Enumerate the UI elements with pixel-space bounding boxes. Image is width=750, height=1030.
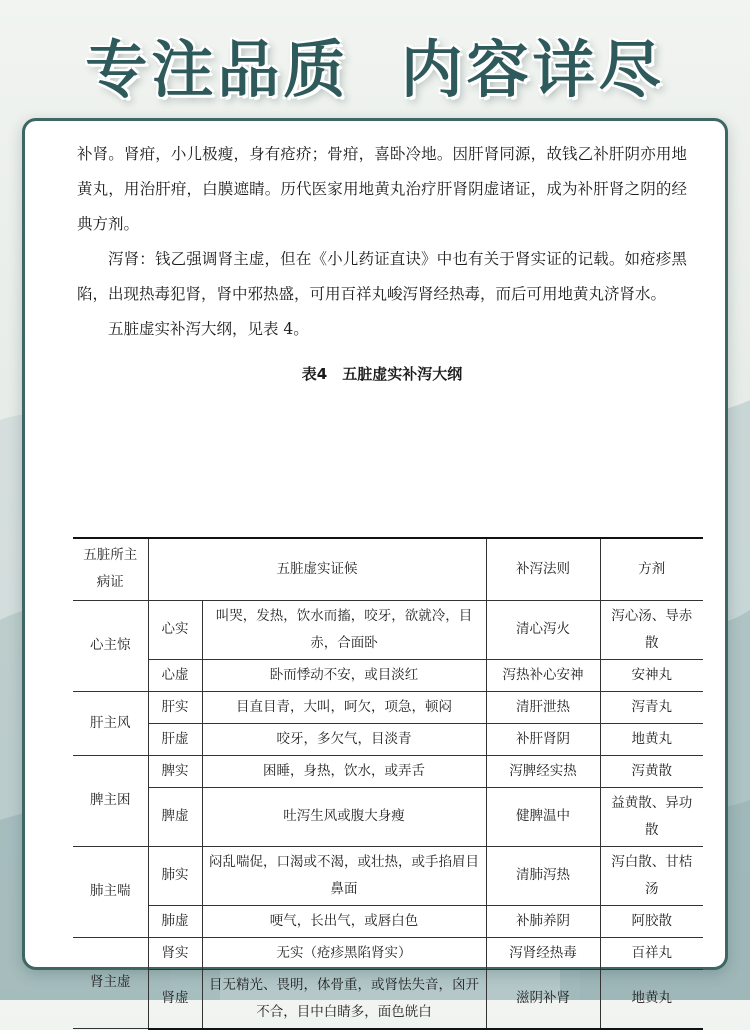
method-cell: 滋阴补肾 bbox=[486, 969, 600, 1029]
method-cell: 补肝肾阴 bbox=[486, 723, 600, 755]
header-syndrome: 五脏虚实证候 bbox=[148, 538, 486, 600]
symptom-cell: 目直目青，大叫，呵欠，项急，顿闷 bbox=[202, 691, 486, 723]
table-row bbox=[73, 691, 703, 723]
formula-cell: 地黄丸 bbox=[600, 723, 703, 755]
paragraph-kidney-tonify: 补肾。肾疳，小儿极瘦，身有疮疥；骨疳，喜卧冷地。因肝肾同源，故钱乙补肝阴亦用地黄丸，用治肝疳，白膜遮睛。历代医家用地黄丸治疗肝肾阴虚诸证，成为补肝肾之阴的经典方剂。 bbox=[77, 145, 687, 233]
method-cell: 清肺泻热 bbox=[486, 846, 600, 905]
organ-cell: 肾主虚 bbox=[73, 937, 148, 1029]
table-caption: 表4 五脏虚实补泻大纲 bbox=[301, 365, 463, 383]
symptom-cell: 卧而悸动不安，或目淡红 bbox=[202, 659, 486, 691]
method-cell: 泻肾经热毒 bbox=[486, 937, 600, 969]
symptom-cell: 闷乱喘促，口渴或不渴，或壮热，或手掐眉目鼻面 bbox=[202, 846, 486, 905]
table-row bbox=[73, 905, 703, 937]
method-cell: 补肺养阴 bbox=[486, 905, 600, 937]
header-organ: 五脏所主病证 bbox=[73, 538, 148, 600]
method-cell: 清肝泄热 bbox=[486, 691, 600, 723]
table-row bbox=[73, 659, 703, 691]
symptom-cell: 哽气，长出气，或唇白色 bbox=[202, 905, 486, 937]
symptom-cell: 吐泻生风或腹大身瘦 bbox=[202, 787, 486, 846]
banner-headline: 专注品质 内容详尽 bbox=[85, 32, 665, 106]
organ-cell: 心主惊 bbox=[73, 600, 148, 691]
symptom-cell: 叫哭，发热，饮水而搐，咬牙，欲就冷，目赤，合面卧 bbox=[202, 600, 486, 659]
method-cell: 健脾温中 bbox=[486, 787, 600, 846]
paragraph-table-reference: 五脏虚实补泻大纲，见表 4。 bbox=[108, 320, 309, 338]
state-cell: 肝实 bbox=[148, 691, 202, 723]
formula-cell: 阿胶散 bbox=[600, 905, 703, 937]
symptom-cell: 困睡，身热，饮水，或弄舌 bbox=[202, 755, 486, 787]
state-cell: 脾实 bbox=[148, 755, 202, 787]
formula-cell: 泻青丸 bbox=[600, 691, 703, 723]
formula-cell: 泻白散、甘桔汤 bbox=[600, 846, 703, 905]
table-row bbox=[73, 755, 703, 787]
table-row bbox=[73, 969, 703, 1029]
page-body bbox=[77, 137, 687, 389]
method-cell: 泻脾经实热 bbox=[486, 755, 600, 787]
book-page-card bbox=[22, 118, 728, 1020]
method-cell: 清心泻火 bbox=[486, 600, 600, 659]
table-header-row bbox=[73, 538, 703, 600]
header-method: 补泻法则 bbox=[486, 538, 600, 600]
organ-cell: 脾主困 bbox=[73, 755, 148, 846]
state-cell: 肺虚 bbox=[148, 905, 202, 937]
formula-cell: 地黄丸 bbox=[600, 969, 703, 1029]
symptom-cell: 无实（疮疹黑陷肾实） bbox=[202, 937, 486, 969]
state-cell: 肾虚 bbox=[148, 969, 202, 1029]
five-organs-table bbox=[73, 537, 703, 1030]
method-cell: 泻热补心安神 bbox=[486, 659, 600, 691]
formula-cell: 百祥丸 bbox=[600, 937, 703, 969]
state-cell: 心虚 bbox=[148, 659, 202, 691]
state-cell: 肾实 bbox=[148, 937, 202, 969]
organ-cell: 肝主风 bbox=[73, 691, 148, 755]
table-row bbox=[73, 787, 703, 846]
paragraph-kidney-purge: 泻肾：钱乙强调肾主虚，但在《小儿药证直诀》中也有关于肾实证的记载。如疮疹黑陷，出现热毒犯肾，肾中邪热盛，可用百祥丸峻泻肾经热毒，而后可用地黄丸济肾水。 bbox=[77, 250, 687, 303]
formula-cell: 泻黄散 bbox=[600, 755, 703, 787]
state-cell: 肝虚 bbox=[148, 723, 202, 755]
table-row bbox=[73, 937, 703, 969]
symptom-cell: 目无精光、畏明，体骨重，或肾怯失音，囟开不合，目中白睛多，面色㿠白 bbox=[202, 969, 486, 1029]
organ-cell: 肺主喘 bbox=[73, 846, 148, 937]
state-cell: 脾虚 bbox=[148, 787, 202, 846]
banner bbox=[0, 14, 750, 114]
table-row bbox=[73, 600, 703, 659]
header-formula: 方剂 bbox=[600, 538, 703, 600]
table-row bbox=[73, 723, 703, 755]
formula-cell: 泻心汤、导赤散 bbox=[600, 600, 703, 659]
state-cell: 心实 bbox=[148, 600, 202, 659]
formula-cell: 安神丸 bbox=[600, 659, 703, 691]
state-cell: 肺实 bbox=[148, 846, 202, 905]
formula-cell: 益黄散、异功散 bbox=[600, 787, 703, 846]
symptom-cell: 咬牙，多欠气，目淡青 bbox=[202, 723, 486, 755]
table-row bbox=[73, 846, 703, 905]
